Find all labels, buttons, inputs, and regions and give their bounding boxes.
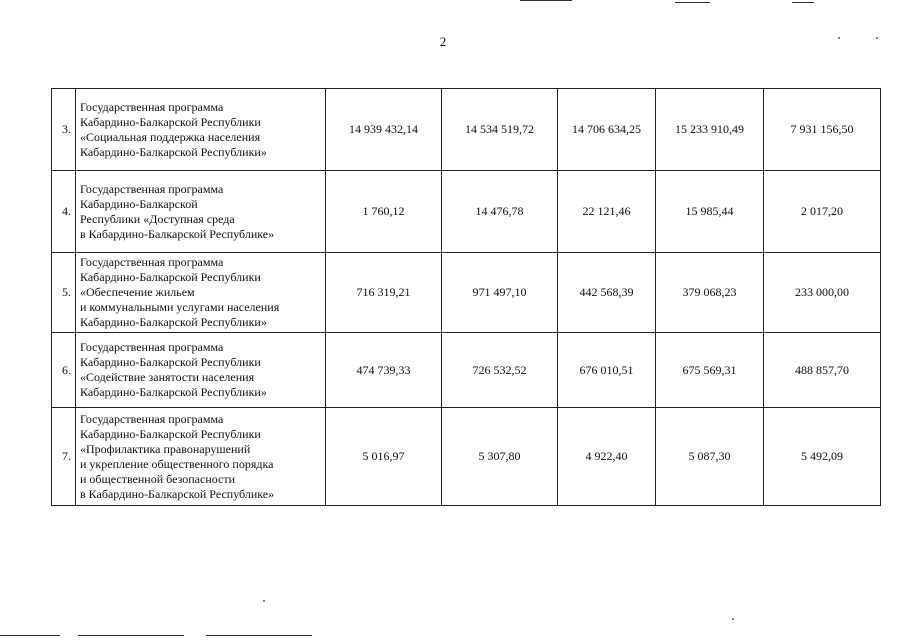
scan-mark-bottom-2 <box>78 635 184 636</box>
program-name <box>76 333 326 408</box>
funding-value: 726 532,52 <box>442 333 558 408</box>
funding-value: 1 760,12 <box>326 171 442 253</box>
program-name-line: Кабардино-Балкарской Республики <box>80 270 261 284</box>
program-name-line: Кабардино-Балкарской Республики <box>80 426 261 441</box>
funding-value: 5 307,80 <box>442 408 558 506</box>
funding-value: 233 000,00 <box>764 253 881 333</box>
table-row <box>52 408 881 506</box>
program-name-line: и общественной безопасности <box>80 471 236 486</box>
program-name-line: в Кабардино-Балкарской Республике» <box>80 486 275 501</box>
program-name-line: «Профилактика правонарушений <box>80 441 251 456</box>
scan-mark-top-3 <box>792 2 814 3</box>
funding-value: 14 706 634,25 <box>558 89 656 171</box>
funding-value: 675 569,31 <box>656 333 764 408</box>
scan-mark-top-1 <box>520 0 572 1</box>
scan-mark-bottom-1 <box>0 635 60 636</box>
table-row <box>52 171 881 253</box>
program-name-line: Кабардино-Балкарской Республики» <box>80 315 267 329</box>
row-number: 3. <box>52 89 76 171</box>
program-name-line: «Обеспечение жильем <box>80 285 195 299</box>
program-name-line: Республики «Доступная среда <box>80 211 235 226</box>
funding-value: 14 534 519,72 <box>442 89 558 171</box>
funding-value: 4 922,40 <box>558 408 656 506</box>
scan-mark-bottom-3 <box>206 635 312 636</box>
funding-value: 2 017,20 <box>764 171 881 253</box>
funding-value: 22 121,46 <box>558 171 656 253</box>
row-number: 4. <box>52 171 76 253</box>
program-name <box>76 253 326 333</box>
table-row <box>52 253 881 333</box>
program-name-line: Государственная программа <box>80 411 224 426</box>
scan-mark-top-2 <box>675 2 710 3</box>
funding-value: 15 985,44 <box>656 171 764 253</box>
program-name-line: и укрепление общественного порядка <box>80 456 274 471</box>
funding-value: 676 010,51 <box>558 333 656 408</box>
funding-value: 5 016,97 <box>326 408 442 506</box>
program-name-line: и коммунальными услугами населения <box>80 300 280 314</box>
program-name-line: Кабардино-Балкарской Республики» <box>80 144 267 159</box>
funding-value: 971 497,10 <box>442 253 558 333</box>
funding-value: 5 492,09 <box>764 408 881 506</box>
table-row <box>52 89 881 171</box>
program-name <box>76 171 326 253</box>
funding-value: 5 087,30 <box>656 408 764 506</box>
program-name-line: Государственная программа <box>80 181 224 196</box>
table-row <box>52 333 881 408</box>
program-name-line: Кабардино-Балкарской Республики <box>80 114 261 129</box>
program-name <box>76 89 326 171</box>
scan-speck <box>263 600 265 602</box>
funding-value: 14 939 432,14 <box>326 89 442 171</box>
scan-speck <box>732 618 734 620</box>
funding-value: 474 739,33 <box>326 333 442 408</box>
program-name-line: Кабардино-Балкарской Республики» <box>80 385 267 399</box>
row-number: 7. <box>52 408 76 506</box>
funding-value: 442 568,39 <box>558 253 656 333</box>
program-funding-table <box>51 88 881 506</box>
program-name-line: Государственная программа <box>80 340 224 354</box>
program-name-line: Государственная программа <box>80 99 224 114</box>
program-name-line: в Кабардино-Балкарской Республике» <box>80 226 275 241</box>
funding-value: 15 233 910,49 <box>656 89 764 171</box>
funding-value: 14 476,78 <box>442 171 558 253</box>
row-number: 6. <box>52 333 76 408</box>
program-name <box>76 408 326 506</box>
program-name-line: Кабардино-Балкарской <box>80 196 198 211</box>
program-name-line: Государственная программа <box>80 255 224 269</box>
page-number: 2 <box>439 34 447 49</box>
program-name-line: «Социальная поддержка населения <box>80 129 261 144</box>
program-name-line: Кабардино-Балкарской Республики <box>80 355 261 369</box>
program-name-line: «Содействие занятости населения <box>80 370 255 384</box>
funding-value: 716 319,21 <box>326 253 442 333</box>
row-number: 5. <box>52 253 76 333</box>
funding-value: 488 857,70 <box>764 333 881 408</box>
funding-value: 7 931 156,50 <box>764 89 881 171</box>
funding-value: 379 068,23 <box>656 253 764 333</box>
